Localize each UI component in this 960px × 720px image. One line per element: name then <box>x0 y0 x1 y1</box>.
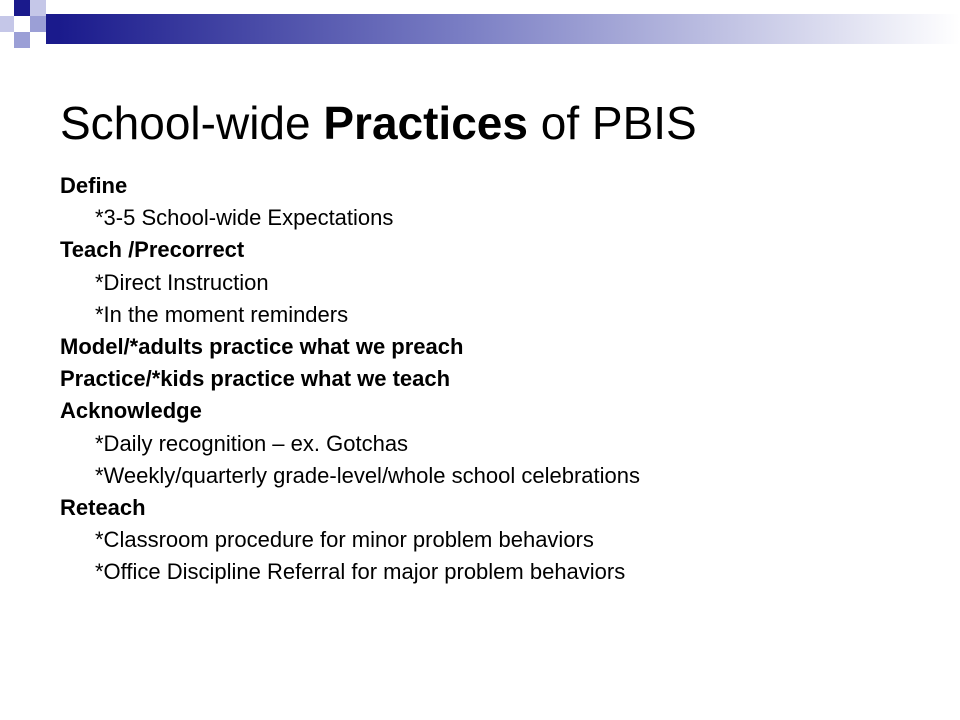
title-bold-word: Practices <box>323 97 528 149</box>
square-navy-top <box>14 0 30 16</box>
slide-body <box>60 170 920 589</box>
bullet-reminders: *In the moment reminders <box>95 301 349 327</box>
square-periwinkle-low <box>14 32 30 48</box>
title-suffix: of PBIS <box>527 97 697 149</box>
square-white-mid <box>14 16 30 32</box>
square-light-mid-left <box>0 16 14 32</box>
header-decoration <box>0 0 960 60</box>
square-light-mid <box>30 16 46 32</box>
title-prefix: School-wide <box>60 97 324 149</box>
slide-title <box>60 98 697 149</box>
header-gradient-bar <box>58 14 960 44</box>
bullet-direct-instruction: *Direct Instruction <box>95 269 269 295</box>
heading-model: Model/*adults practice what we preach <box>60 334 464 360</box>
header-squares-graphic <box>0 0 960 60</box>
bullet-expectations: *3-5 School-wide Expectations <box>95 205 394 231</box>
square-navy-mid <box>46 14 60 44</box>
bullet-daily-recognition: *Daily recognition – ex. Gotchas <box>95 430 409 456</box>
heading-define: Define <box>60 173 128 198</box>
heading-acknowledge: Acknowledge <box>60 398 202 424</box>
bullet-classroom-procedure: *Classroom procedure for minor problem behaviors <box>95 527 594 553</box>
heading-reteach: Reteach <box>60 495 146 521</box>
heading-practice: Practice/*kids practice what we teach <box>60 366 451 392</box>
square-white-low <box>30 32 46 48</box>
square-light-top <box>30 0 46 16</box>
heading-teach: Teach /Precorrect <box>60 237 245 263</box>
bullet-celebrations: *Weekly/quarterly grade-level/whole school celebrations <box>95 462 640 488</box>
bullet-office-referral: *Office Discipline Referral for major problem behaviors <box>95 559 626 585</box>
